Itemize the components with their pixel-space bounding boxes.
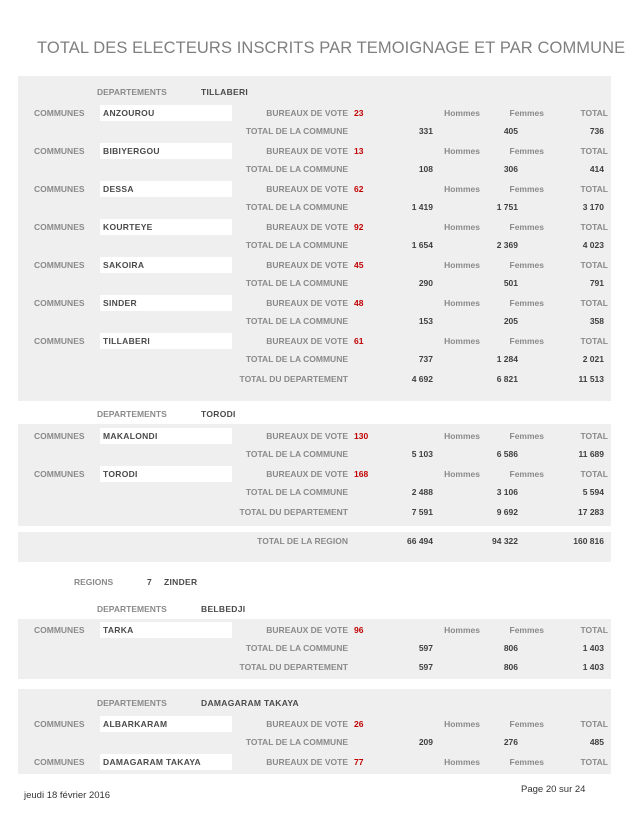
bureaux-de-vote-label: BUREAUX DE VOTE — [266, 298, 348, 308]
total-departement-label: TOTAL DU DEPARTEMENT — [239, 662, 348, 672]
total-value: 791 — [589, 278, 604, 288]
femmes-value: 205 — [503, 316, 518, 326]
femmes-value: 1 284 — [496, 354, 518, 364]
hommes-header: Hommes — [444, 336, 480, 346]
communes-label: COMMUNES — [34, 757, 85, 767]
total-departement-femmes: 6 821 — [496, 374, 518, 384]
communes-label: COMMUNES — [34, 184, 85, 194]
departements-label: DEPARTEMENTS — [97, 698, 167, 708]
femmes-header: Femmes — [509, 719, 544, 729]
total-commune-label: TOTAL DE LA COMMUNE — [245, 202, 348, 212]
departements-label: DEPARTEMENTS — [97, 604, 167, 614]
commune-name: BIBIYERGOU — [103, 146, 160, 156]
hommes-header: Hommes — [444, 146, 480, 156]
total-commune-label: TOTAL DE LA COMMUNE — [245, 240, 348, 250]
bureaux-de-vote-label: BUREAUX DE VOTE — [266, 625, 348, 635]
total-header: TOTAL — [580, 625, 608, 635]
hommes-header: Hommes — [444, 625, 480, 635]
bureaux-de-vote-label: BUREAUX DE VOTE — [266, 719, 348, 729]
commune-name: TARKA — [103, 625, 134, 635]
femmes-header: Femmes — [509, 431, 544, 441]
hommes-value: 2 488 — [411, 487, 433, 497]
hommes-header: Hommes — [444, 469, 480, 479]
communes-label: COMMUNES — [34, 260, 85, 270]
femmes-header: Femmes — [509, 625, 544, 635]
regions-label: REGIONS — [74, 577, 114, 587]
bureaux-de-vote-label: BUREAUX DE VOTE — [266, 184, 348, 194]
total-header: TOTAL — [580, 260, 608, 270]
total-commune-label: TOTAL DE LA COMMUNE — [245, 487, 348, 497]
total-departement-total: 11 513 — [578, 374, 604, 384]
total-value: 3 170 — [582, 202, 604, 212]
femmes-value: 501 — [503, 278, 518, 288]
communes-label: COMMUNES — [34, 719, 85, 729]
commune-name: DAMAGARAM TAKAYA — [103, 757, 201, 767]
femmes-value: 6 586 — [496, 449, 518, 459]
femmes-value: 1 751 — [496, 202, 518, 212]
total-departement-label: TOTAL DU DEPARTEMENT — [239, 374, 348, 384]
commune-name: ANZOUROU — [103, 108, 155, 118]
communes-label: COMMUNES — [34, 298, 85, 308]
region-number: 7 — [147, 577, 153, 587]
total-header: TOTAL — [580, 469, 608, 479]
hommes-header: Hommes — [444, 222, 480, 232]
total-commune-label: TOTAL DE LA COMMUNE — [245, 126, 348, 136]
total-header: TOTAL — [580, 431, 608, 441]
total-region-hommes: 66 494 — [407, 536, 433, 546]
departement-name: TILLABERI — [201, 87, 249, 97]
hommes-header: Hommes — [444, 757, 480, 767]
bureaux-count: 48 — [354, 298, 364, 308]
total-header: TOTAL — [580, 336, 608, 346]
page-title: TOTAL DES ELECTEURS INSCRITS PAR TEMOIGNAGE ET PAR COMMUNE — [37, 39, 626, 57]
region-name: ZINDER — [164, 577, 198, 587]
communes-label: COMMUNES — [34, 108, 85, 118]
total-value: 5 594 — [582, 487, 604, 497]
hommes-value: 597 — [418, 643, 433, 653]
bureaux-count: 62 — [354, 184, 364, 194]
hommes-header: Hommes — [444, 298, 480, 308]
total-region-femmes: 94 322 — [492, 536, 518, 546]
femmes-header: Femmes — [509, 222, 544, 232]
total-value: 414 — [589, 164, 604, 174]
hommes-value: 153 — [418, 316, 433, 326]
hommes-value: 737 — [418, 354, 433, 364]
bureaux-de-vote-label: BUREAUX DE VOTE — [266, 469, 348, 479]
femmes-value: 276 — [503, 737, 518, 747]
communes-label: COMMUNES — [34, 146, 85, 156]
total-region-total: 160 816 — [573, 536, 604, 546]
bureaux-count: 26 — [354, 719, 364, 729]
femmes-header: Femmes — [509, 146, 544, 156]
bureaux-de-vote-label: BUREAUX DE VOTE — [266, 757, 348, 767]
total-value: 2 021 — [582, 354, 604, 364]
departement-name: BELBEDJI — [201, 604, 246, 614]
femmes-header: Femmes — [509, 260, 544, 270]
femmes-header: Femmes — [509, 336, 544, 346]
bureaux-count: 61 — [354, 336, 364, 346]
departement-name: TORODI — [201, 409, 236, 419]
total-value: 11 689 — [578, 449, 604, 459]
commune-name: SAKOIRA — [103, 260, 145, 270]
total-header: TOTAL — [580, 146, 608, 156]
departements-label: DEPARTEMENTS — [97, 87, 167, 97]
femmes-header: Femmes — [509, 298, 544, 308]
femmes-value: 806 — [503, 643, 518, 653]
total-departement-total: 17 283 — [578, 507, 604, 517]
commune-name: SINDER — [103, 298, 137, 308]
total-departement-total: 1 403 — [582, 662, 604, 672]
communes-label: COMMUNES — [34, 625, 85, 635]
hommes-value: 1 654 — [411, 240, 433, 250]
bureaux-count: 130 — [354, 431, 369, 441]
total-commune-label: TOTAL DE LA COMMUNE — [245, 737, 348, 747]
femmes-value: 405 — [503, 126, 518, 136]
hommes-header: Hommes — [444, 719, 480, 729]
femmes-value: 2 369 — [496, 240, 518, 250]
bureaux-de-vote-label: BUREAUX DE VOTE — [266, 222, 348, 232]
femmes-value: 3 106 — [496, 487, 518, 497]
hommes-value: 331 — [418, 126, 433, 136]
hommes-value: 108 — [418, 164, 433, 174]
total-header: TOTAL — [580, 757, 608, 767]
total-value: 485 — [589, 737, 604, 747]
departement-name: DAMAGARAM TAKAYA — [201, 698, 299, 708]
femmes-header: Femmes — [509, 184, 544, 194]
communes-label: COMMUNES — [34, 222, 85, 232]
total-commune-label: TOTAL DE LA COMMUNE — [245, 643, 348, 653]
femmes-header: Femmes — [509, 108, 544, 118]
communes-label: COMMUNES — [34, 336, 85, 346]
footer-date: jeudi 18 février 2016 — [24, 790, 111, 801]
hommes-header: Hommes — [444, 431, 480, 441]
total-departement-femmes: 9 692 — [496, 507, 518, 517]
total-commune-label: TOTAL DE LA COMMUNE — [245, 278, 348, 288]
commune-name: DESSA — [103, 184, 134, 194]
commune-name: ALBARKARAM — [103, 719, 168, 729]
total-header: TOTAL — [580, 108, 608, 118]
bureaux-count: 13 — [354, 146, 364, 156]
footer-page-number: Page 20 sur 24 — [521, 784, 586, 795]
bureaux-count: 77 — [354, 757, 364, 767]
total-departement-hommes: 7 591 — [411, 507, 433, 517]
commune-name: TORODI — [103, 469, 138, 479]
total-value: 4 023 — [582, 240, 604, 250]
total-commune-label: TOTAL DE LA COMMUNE — [245, 354, 348, 364]
total-header: TOTAL — [580, 298, 608, 308]
hommes-header: Hommes — [444, 184, 480, 194]
bureaux-count: 96 — [354, 625, 364, 635]
total-value: 358 — [589, 316, 604, 326]
total-header: TOTAL — [580, 184, 608, 194]
commune-name: KOURTEYE — [103, 222, 153, 232]
commune-name: TILLABERI — [103, 336, 151, 346]
total-commune-label: TOTAL DE LA COMMUNE — [245, 449, 348, 459]
total-header: TOTAL — [580, 222, 608, 232]
bureaux-de-vote-label: BUREAUX DE VOTE — [266, 260, 348, 270]
total-departement-label: TOTAL DU DEPARTEMENT — [239, 507, 348, 517]
total-value: 1 403 — [582, 643, 604, 653]
commune-name: MAKALONDI — [103, 431, 158, 441]
total-value: 736 — [589, 126, 604, 136]
bureaux-de-vote-label: BUREAUX DE VOTE — [266, 431, 348, 441]
bureaux-count: 45 — [354, 260, 364, 270]
hommes-header: Hommes — [444, 108, 480, 118]
femmes-header: Femmes — [509, 757, 544, 767]
total-header: TOTAL — [580, 719, 608, 729]
bureaux-de-vote-label: BUREAUX DE VOTE — [266, 336, 348, 346]
total-departement-hommes: 597 — [418, 662, 433, 672]
hommes-value: 5 103 — [411, 449, 433, 459]
total-region-label: TOTAL DE LA REGION — [257, 536, 348, 546]
communes-label: COMMUNES — [34, 431, 85, 441]
bureaux-count: 92 — [354, 222, 364, 232]
departements-label: DEPARTEMENTS — [97, 409, 167, 419]
hommes-value: 1 419 — [411, 202, 433, 212]
communes-label: COMMUNES — [34, 469, 85, 479]
total-departement-femmes: 806 — [503, 662, 518, 672]
total-commune-label: TOTAL DE LA COMMUNE — [245, 316, 348, 326]
hommes-value: 209 — [418, 737, 433, 747]
total-commune-label: TOTAL DE LA COMMUNE — [245, 164, 348, 174]
bureaux-count: 168 — [354, 469, 369, 479]
femmes-header: Femmes — [509, 469, 544, 479]
femmes-value: 306 — [503, 164, 518, 174]
bureaux-count: 23 — [354, 108, 364, 118]
hommes-header: Hommes — [444, 260, 480, 270]
hommes-value: 290 — [418, 278, 433, 288]
bureaux-de-vote-label: BUREAUX DE VOTE — [266, 108, 348, 118]
bureaux-de-vote-label: BUREAUX DE VOTE — [266, 146, 348, 156]
total-departement-hommes: 4 692 — [411, 374, 433, 384]
